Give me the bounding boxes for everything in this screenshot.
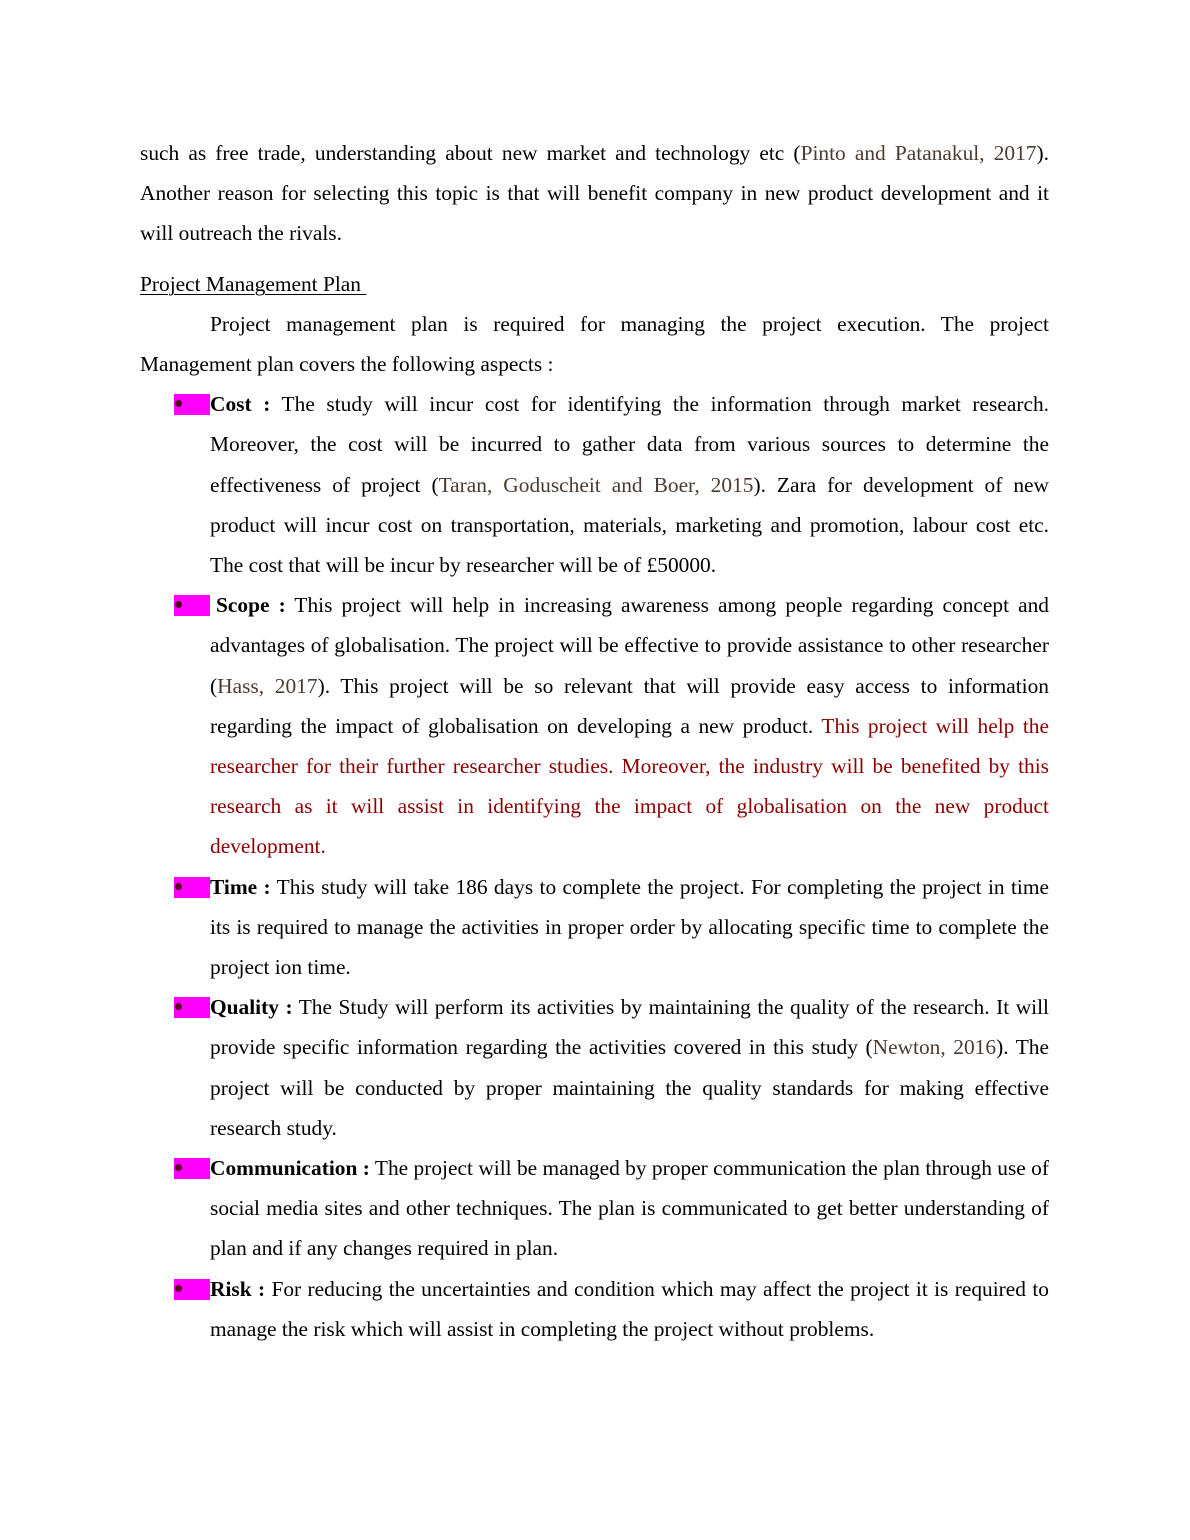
scope-text-2: ). This project will be so relevant that will provide easy access to information regarding the impact of globalisation on developing a new product. <box>210 673 1049 738</box>
bullet-icon <box>174 1279 210 1300</box>
citation-pinto: Pinto and Patanakul, 2017 <box>800 141 1037 165</box>
opening-text-after-cite: ). Another reason for selecting this topic is that will benefit company in new product development and it will outreach the rivals. <box>140 141 1049 246</box>
quality-text-1: The Study will perform its activities by maintaining the quality of the research. It will provide specific information regarding the activities covered in this study ( <box>210 995 1049 1060</box>
cost-text-1: The study will incur cost for identifying the information through market research. Moreover, the cost will be incurred to gather data from various sources to determine the effectiveness of project ( <box>210 392 1050 497</box>
opening-text-before-cite: such as free trade, understanding about new market and technology etc ( <box>140 141 801 165</box>
term-time: Time : <box>210 874 271 899</box>
risk-text-1: For reducing the uncertainties and condition which may affect the project it is required to manage the risk which will assist in completing the project without problems. <box>210 1276 1049 1341</box>
bullet-icon <box>174 1158 210 1179</box>
time-text-1: This study will take 186 days to complete the project. For completing the project in time its is required to manage the activities in proper order by allocating specific time to complete the project ion time. <box>210 874 1050 980</box>
cost-text-2: ). Zara for development of new product will incur cost on transportation, materials, marketing and promotion, labour cost etc. The cost that will be incur by researcher will be of £50000. <box>210 472 1049 578</box>
section-heading: Project Management Plan <box>140 271 367 296</box>
scope-red-text: This project will help the researcher for their further researcher studies. Moreover, the industry will be benefited by this research as it will assist in identifying the impact of globalisation on the new product development. <box>210 713 1049 859</box>
document-page <box>140 133 1049 1349</box>
citation-taran: Taran, Goduscheit and Boer, 2015 <box>438 472 754 497</box>
list-item-quality <box>140 987 1049 1148</box>
opening-paragraph <box>140 133 1049 254</box>
term-communication: Communication : <box>210 1156 370 1181</box>
communication-text-1: The project will be managed by proper communication the plan through use of social media sites and other techniques. The plan is communicated to get better understanding of plan and if any changes required in plan. <box>210 1156 1049 1261</box>
list-item-risk <box>140 1269 1049 1349</box>
aspects-list <box>140 384 1049 1349</box>
list-item-scope <box>140 585 1049 866</box>
bullet-icon <box>174 394 210 415</box>
bullet-icon <box>174 997 210 1018</box>
citation-newton: Newton, 2016 <box>872 1035 997 1060</box>
quality-text-2: ). The project will be conducted by proper maintaining the quality standards for making effective research study. <box>210 1035 1049 1140</box>
term-cost: Cost : <box>210 392 271 417</box>
term-scope: Scope : <box>216 593 286 618</box>
list-item-time <box>140 867 1049 988</box>
list-item-communication <box>140 1148 1049 1269</box>
list-item-cost <box>140 384 1049 585</box>
bullet-icon <box>174 877 210 898</box>
term-risk: Risk : <box>210 1276 266 1301</box>
term-quality: Quality : <box>210 995 293 1020</box>
citation-hass: Hass, 2017 <box>217 673 318 698</box>
intro-paragraph: Project management plan is required for managing the project execution. The project Management plan covers the following aspects : <box>140 311 1049 377</box>
bullet-icon <box>174 595 210 616</box>
scope-text-1: This project will help in increasing awareness among people regarding concept and advantages of globalisation. The project will be effective to provide assistance to other researcher ( <box>210 593 1049 698</box>
